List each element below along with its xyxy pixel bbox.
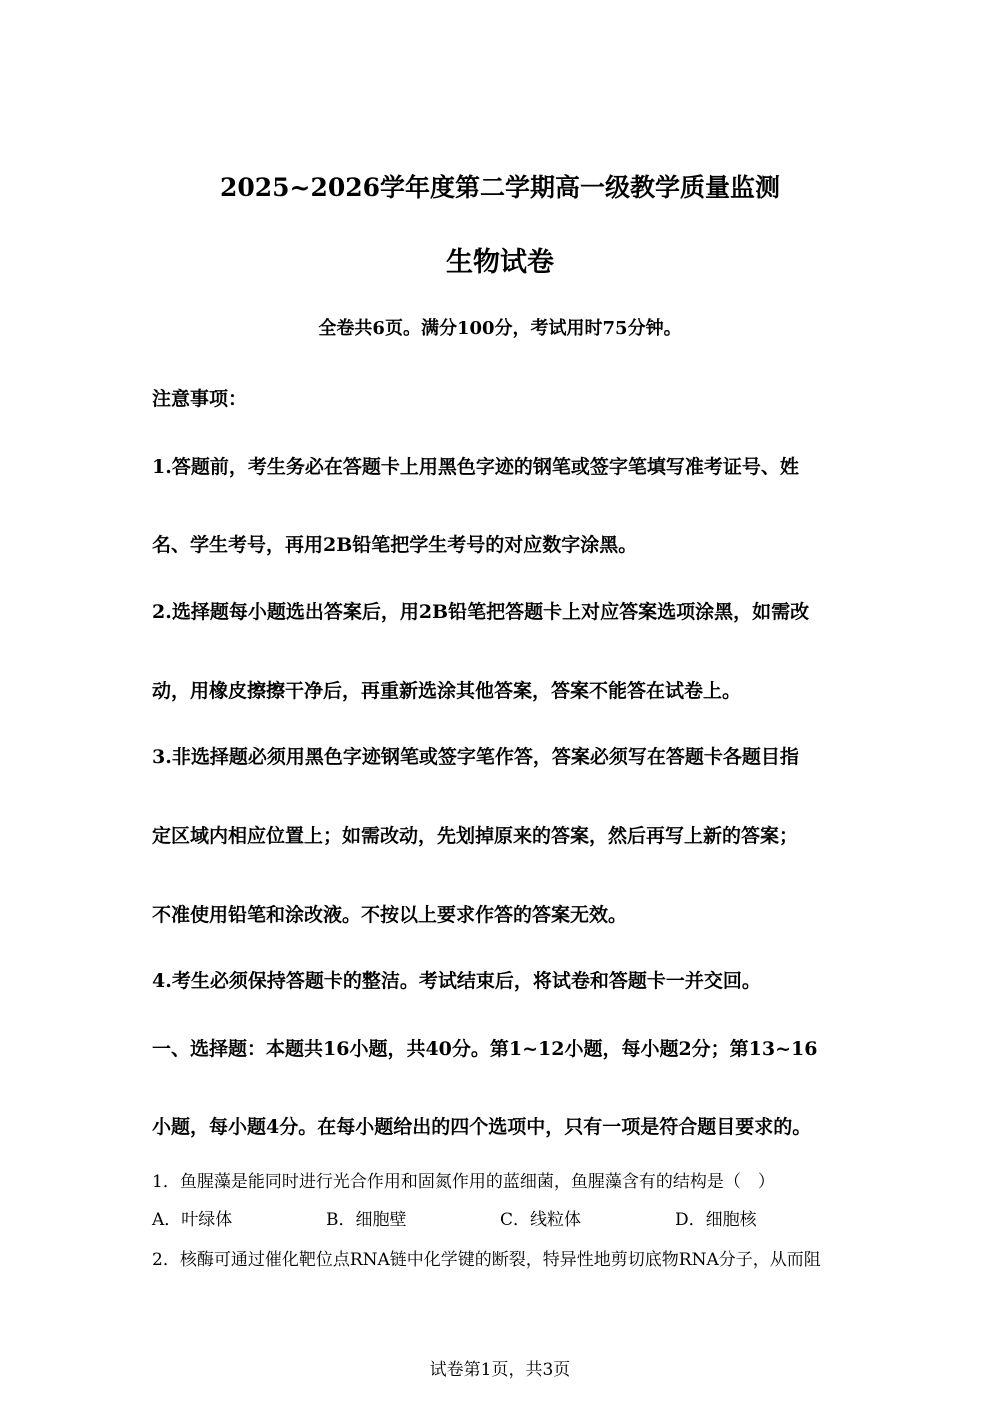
exam-info: 全卷共6页。满分100分，考试用时75分钟。 xyxy=(318,318,682,339)
notice-line: 名、学生考号，再用2B铅笔把学生考号的对应数字涂黑。 xyxy=(152,534,638,556)
exam-title: 2025~2026学年度第二学期高一级教学质量监测 xyxy=(219,173,781,202)
notice-line: 2.选择题每小题选出答案后，用2B铅笔把答题卡上对应答案选项涂黑，如需改 xyxy=(152,601,810,623)
notice-line: 3.非选择题必须用黑色字迹钢笔或签字笔作答，答案必须写在答题卡各题目指 xyxy=(152,746,799,768)
section-heading: 小题，每小题4分。在每小题给出的四个选项中，只有一项是符合题目要求的。 xyxy=(152,1116,812,1138)
question-1-option-b: B．细胞壁 xyxy=(326,1210,407,1230)
notice-line: 不准使用铅笔和涂改液。不按以上要求作答的答案无效。 xyxy=(152,904,628,926)
notice-line: 定区域内相应位置上；如需改动，先划掉原来的答案，然后再写上新的答案； xyxy=(152,825,799,847)
exam-subject: 生物试卷 xyxy=(446,247,554,278)
question-1-option-a: A．叶绿体 xyxy=(152,1210,233,1230)
question-1-option-c: C．线粒体 xyxy=(500,1210,582,1230)
page-footer: 试卷第1页，共3页 xyxy=(429,1360,571,1380)
notice-line: 动，用橡皮擦擦干净后，再重新选涂其他答案，答案不能答在试卷上。 xyxy=(152,680,742,702)
notice-line: 4.考生必须保持答题卡的整洁。考试结束后，将试卷和答题卡一并交回。 xyxy=(152,970,761,992)
notice-heading: 注意事项： xyxy=(152,388,248,410)
question-1-option-d: D．细胞核 xyxy=(675,1210,757,1230)
question-1-stem: 1．鱼腥藻是能同时进行光合作用和固氮作用的蓝细菌，鱼腥藻含有的结构是（ ） xyxy=(152,1172,775,1192)
question-2-stem: 2．核酶可通过催化靶位点RNA链中化学键的断裂，特异性地剪切底物RNA分子，从而阻 xyxy=(152,1250,821,1270)
section-heading: 一、选择题：本题共16小题，共40分。第1~12小题，每小题2分；第13~16 xyxy=(152,1038,818,1060)
notice-line: 1.答题前，考生务必在答题卡上用黑色字迹的钢笔或签字笔填写准考证号、姓 xyxy=(152,456,799,478)
